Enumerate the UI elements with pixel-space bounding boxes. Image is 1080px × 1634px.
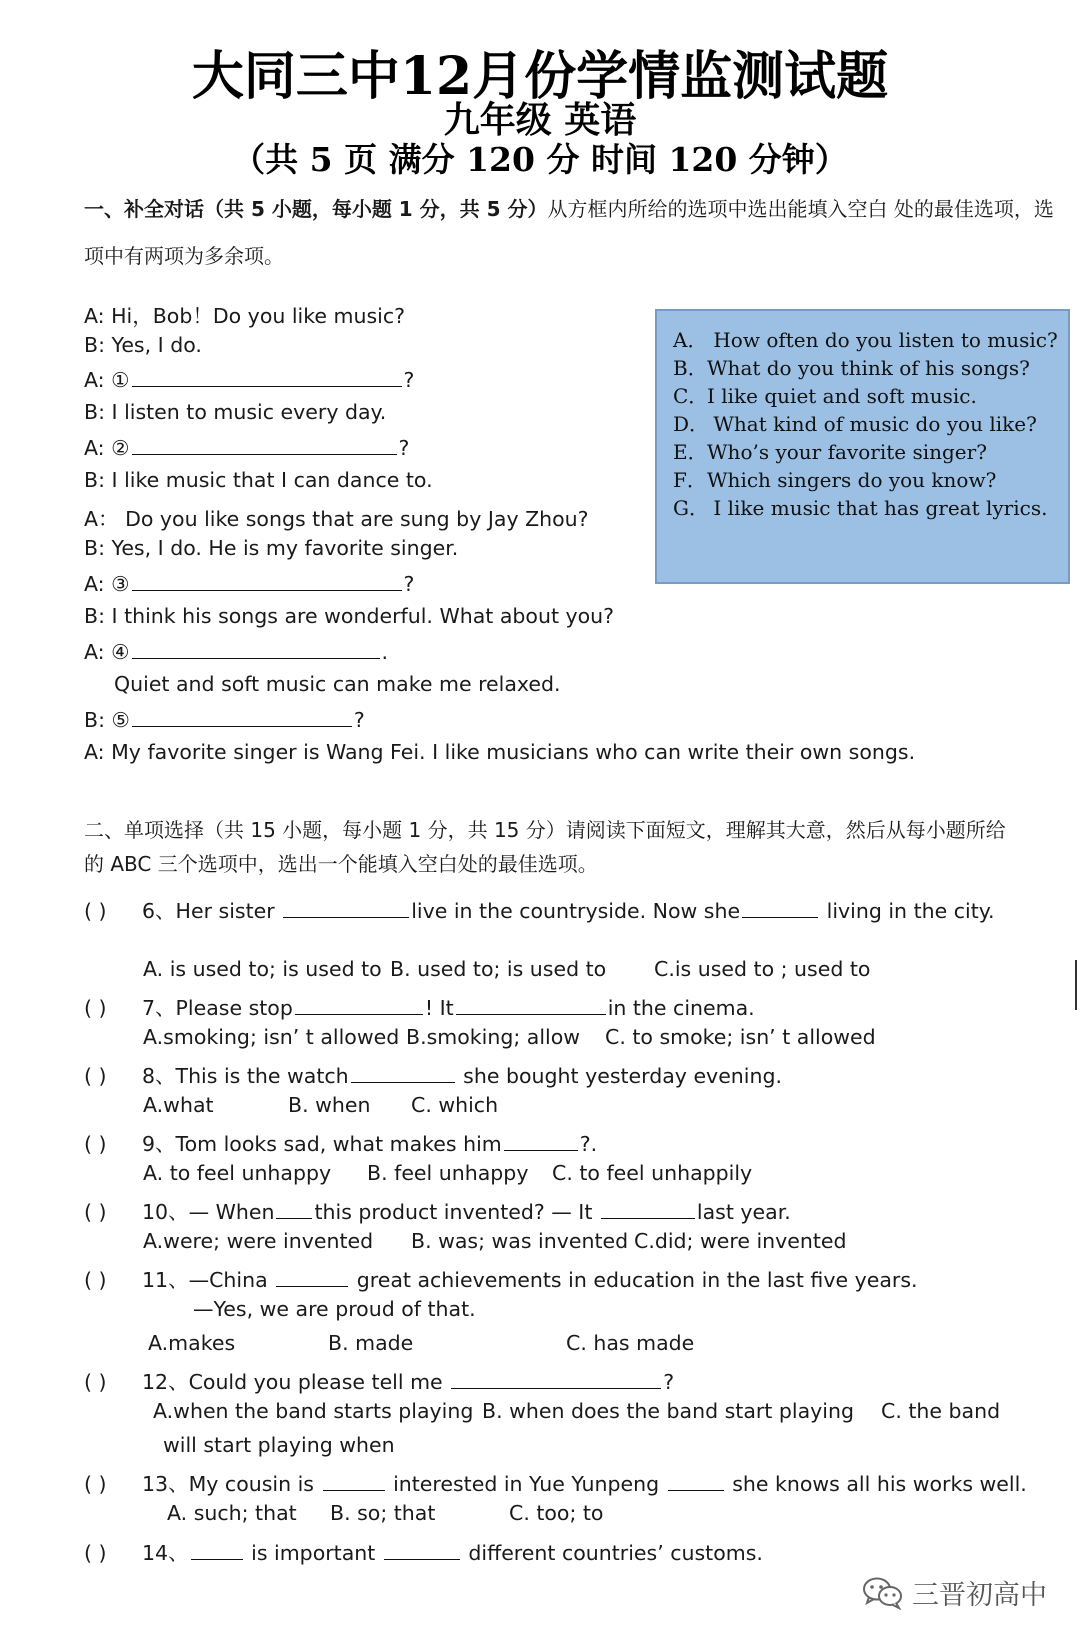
question-9-option-c[interactable]: C. to feel unhappily (552, 1161, 753, 1185)
question-9-option-a[interactable]: A. to feel unhappy (143, 1161, 332, 1185)
answer-blank[interactable] (601, 1198, 695, 1219)
section1-instruction: 从方框内所给的选项中选出能填入空白 处的最佳选项，选 (547, 197, 1054, 221)
question-11-reply: —Yes, we are proud of that. (193, 1297, 476, 1321)
dialogue-blank-1: A: ① ? (84, 368, 415, 392)
answer-blank[interactable] (384, 1539, 460, 1560)
dialogue-line: B: Yes, I do. (84, 333, 202, 357)
question-12-option-c[interactable]: C. the band (881, 1399, 1001, 1423)
watermark-text: 三晋初高中 (912, 1580, 1047, 1611)
option-e: E．Who’s your favorite singer? (673, 440, 987, 464)
option-f: F．Which singers do you know? (673, 468, 997, 492)
dialogue-line: A: Hi，Bob！Do you like music? (84, 304, 406, 328)
answer-blank[interactable] (295, 994, 423, 1015)
option-a: A． How often do you listen to music? (673, 328, 1058, 352)
dialogue-blank-4: A: ④ . (84, 640, 389, 664)
question-7-option-a[interactable]: A.smoking; isn’ t allowed (143, 1025, 400, 1049)
answer-blank[interactable] (276, 1198, 312, 1219)
dialogue-line: A： Do you like songs that are sung by Jay Zhou? (84, 507, 589, 531)
question-9: ( ) 9、Tom looks sad, what makes him ?. (84, 1132, 598, 1156)
page-title: 大同三中12月份学情监测试题 (191, 46, 889, 107)
question-6-option-a[interactable]: A. is used to; is used to (143, 957, 382, 981)
question-8: ( ) 8、This is the watch she bought yesterday evening. (84, 1064, 783, 1088)
dialogue-line: Quiet and soft music can make me relaxed. (114, 672, 561, 696)
question-7: ( ) 7、Please stop ! It in the cinema. (84, 996, 755, 1020)
answer-blank[interactable] (191, 1539, 243, 1560)
dialogue-line: B: I think his songs are wonderful. What about you? (84, 604, 615, 628)
section1-heading (84, 193, 1054, 222)
question-11-option-b[interactable]: B. made (328, 1331, 414, 1355)
dialogue-blank-5: B: ⑤ ? (84, 708, 365, 732)
question-10-option-b[interactable]: B. was; was invented (411, 1229, 629, 1253)
dialogue-line: B: Yes, I do. He is my favorite singer. (84, 536, 459, 560)
question-10-option-c[interactable]: C.did; were invented (634, 1229, 847, 1253)
option-g: G． I like music that has great lyrics. (673, 496, 1048, 520)
question-12-option-a[interactable]: A.when the band starts playing (153, 1399, 474, 1423)
dialogue-line: A: My favorite singer is Wang Fei. I like musicians who can write their own songs. (84, 740, 916, 764)
question-6-option-b[interactable]: B. used to; is used to (390, 957, 607, 981)
dialogue-blank-3: A: ③ ? (84, 572, 415, 596)
question-13: ( ) 13、My cousin is interested in Yue Yunpeng she knows all his works well. (84, 1472, 1027, 1496)
section1-title: 一、补全对话（共 5 小题，每小题 1 分，共 5 分） (84, 197, 548, 221)
question-6-option-c[interactable]: C.is used to ; used to (654, 957, 871, 981)
question-12-option-b[interactable]: B. when does the band start playing (482, 1399, 854, 1423)
dialogue-blank-2: A: ② ? (84, 436, 410, 460)
question-8-option-a[interactable]: A.what (143, 1093, 214, 1117)
answer-blank[interactable] (132, 366, 402, 387)
answer-blank[interactable] (132, 434, 397, 455)
section1-instruction-line2: 项中有两项为多余项。 (84, 244, 284, 268)
option-b: B．What do you think of his songs? (673, 356, 1030, 380)
options-box (655, 309, 1070, 584)
answer-blank[interactable] (276, 1266, 348, 1287)
exam-meta: （共 5 页 满分 120 分 时间 120 分钟） (232, 140, 848, 179)
answer-blank[interactable] (132, 706, 352, 727)
answer-blank[interactable] (742, 897, 818, 918)
question-11-option-c[interactable]: C. has made (566, 1331, 695, 1355)
question-8-option-c[interactable]: C. which (411, 1093, 499, 1117)
question-9-option-b[interactable]: B. feel unhappy (367, 1161, 529, 1185)
answer-blank[interactable] (323, 1470, 385, 1491)
wechat-icon (862, 1576, 904, 1610)
question-10: ( ) 10、— When this product invented? — It last year. (84, 1200, 791, 1224)
answer-blank[interactable] (351, 1062, 455, 1083)
answer-blank[interactable] (451, 1368, 661, 1389)
question-12: ( ) 12、Could you please tell me ? (84, 1370, 675, 1394)
question-14: ( ) 14、 is important different countries’ customs. (84, 1541, 763, 1565)
answer-blank[interactable] (456, 994, 606, 1015)
option-d: D． What kind of music do you like? (673, 412, 1037, 436)
answer-blank[interactable] (283, 897, 409, 918)
answer-blank[interactable] (132, 570, 402, 591)
answer-blank[interactable] (668, 1470, 724, 1491)
section2-heading: 二、单项选择（共 15 小题，每小题 1 分，共 15 分）请阅读下面短文，理解其大意，然后从每小题所给 (84, 818, 1006, 842)
question-13-option-a[interactable]: A. such; that (167, 1501, 297, 1525)
page-subtitle: 九年级 英语 (443, 99, 637, 141)
question-7-option-c[interactable]: C. to smoke; isn’ t allowed (605, 1025, 876, 1049)
dialogue-line: B: I listen to music every day. (84, 400, 387, 424)
question-11-option-a[interactable]: A.makes (148, 1331, 236, 1355)
question-8-option-b[interactable]: B. when (288, 1093, 371, 1117)
page-edge-mark (1075, 960, 1077, 1010)
question-11: ( ) 11、—China great achievements in education in the last five years. (84, 1268, 918, 1292)
answer-blank[interactable] (132, 638, 380, 659)
question-7-option-b[interactable]: B.smoking; allow (406, 1025, 581, 1049)
answer-blank[interactable] (504, 1130, 578, 1151)
question-13-option-c[interactable]: C. too; to (509, 1501, 604, 1525)
option-c: C．I like quiet and soft music. (673, 384, 977, 408)
watermark (862, 1573, 1047, 1612)
question-6: ( ) 6、Her sister live in the countryside. Now she living in the city. (84, 899, 995, 923)
dialogue-line: B: I like music that I can dance to. (84, 468, 433, 492)
question-13-option-b[interactable]: B. so; that (330, 1501, 436, 1525)
section2-heading-line2: 的 ABC 三个选项中，选出一个能填入空白处的最佳选项。 (84, 852, 598, 876)
question-10-option-a[interactable]: A.were; were invented (143, 1229, 374, 1253)
question-12-option-c-cont: will start playing when (163, 1433, 395, 1457)
